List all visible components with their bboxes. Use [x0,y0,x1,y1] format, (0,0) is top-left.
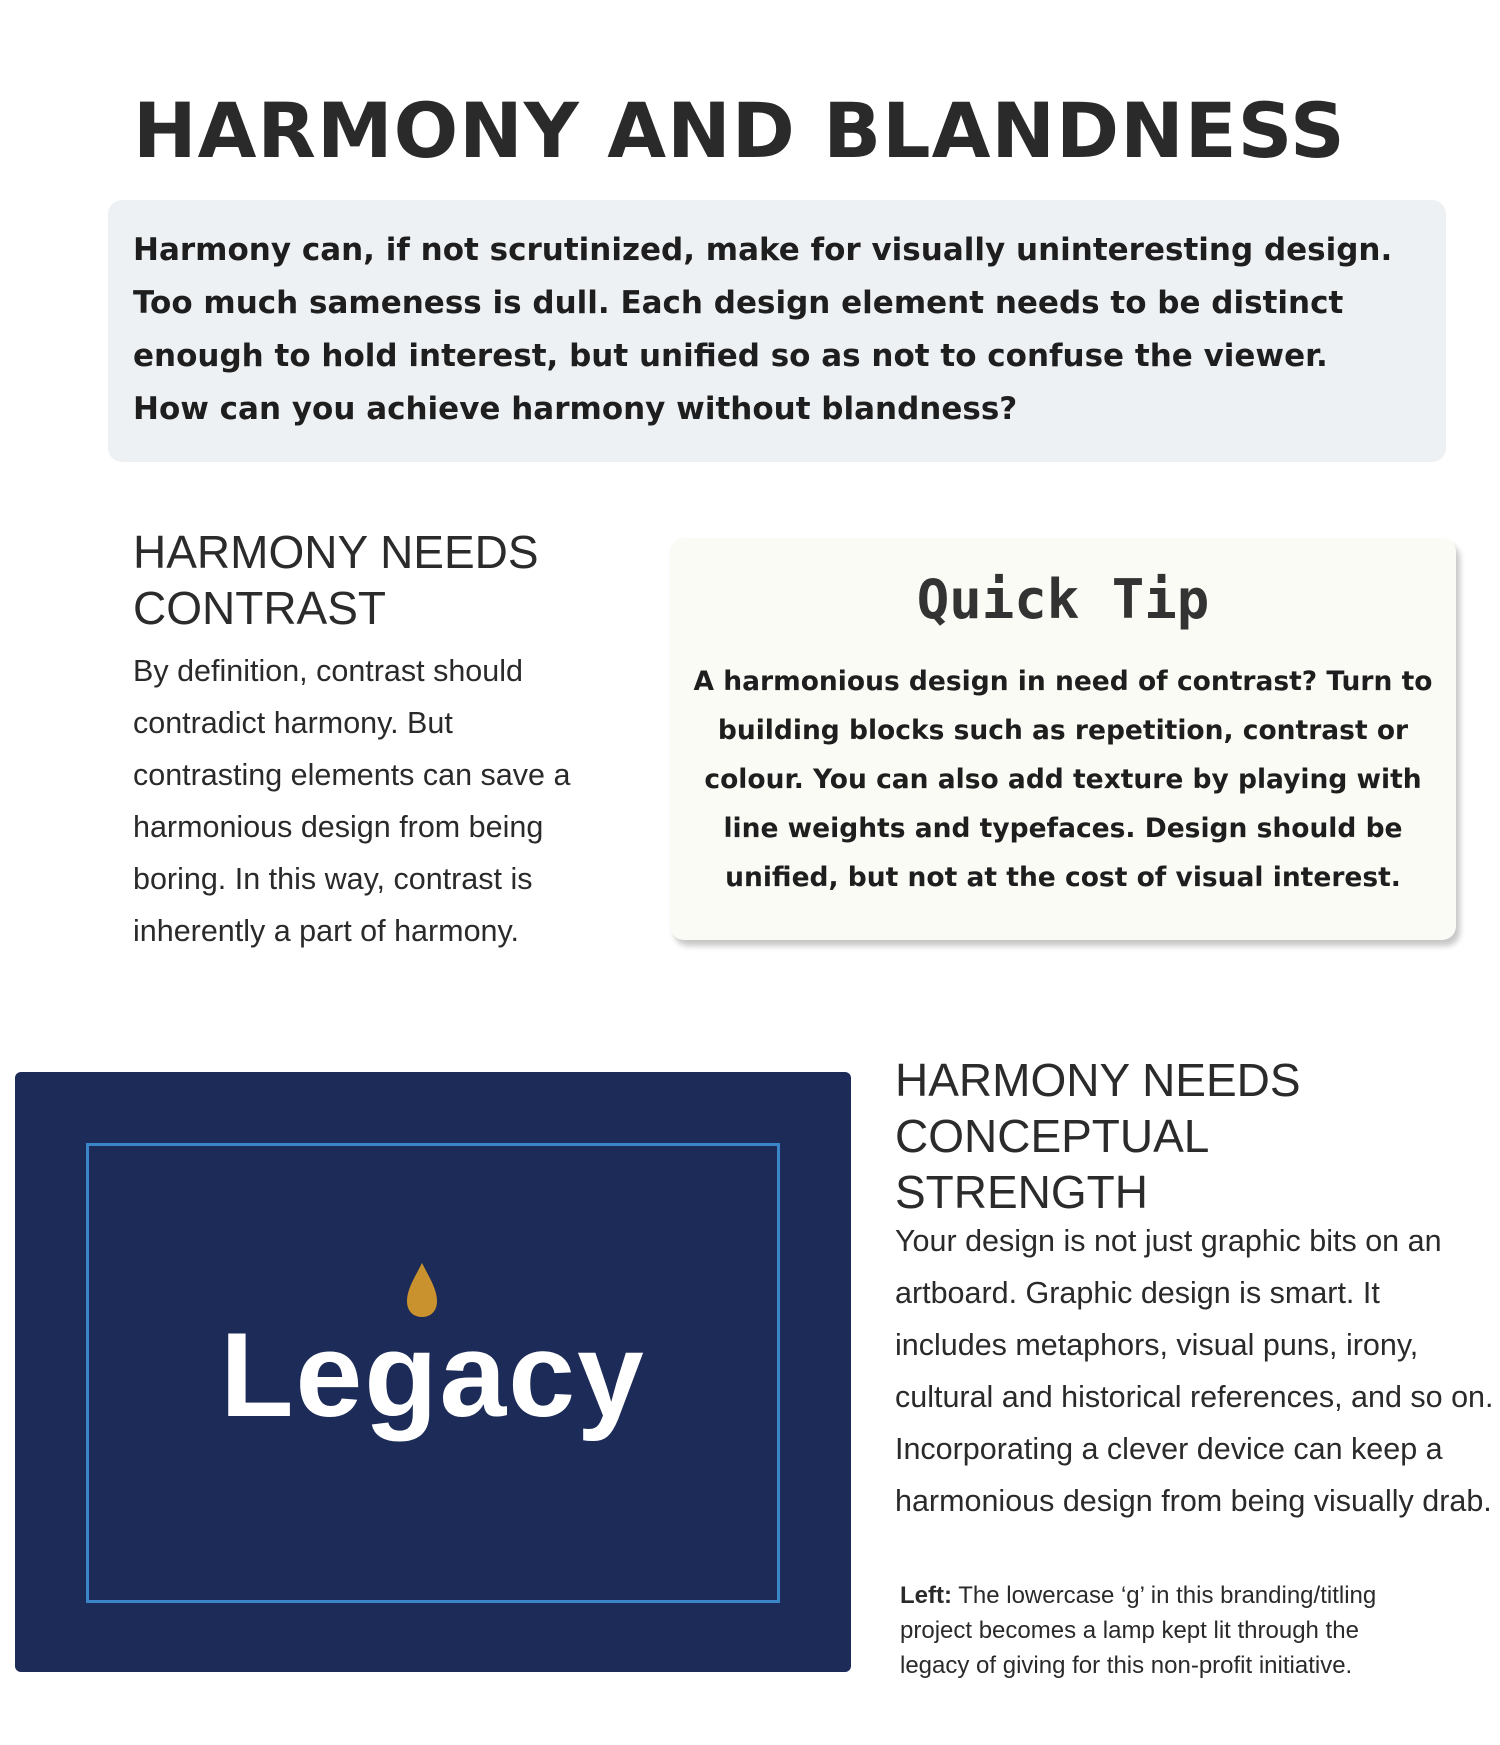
intro-text [133,224,1433,436]
quick-tip-title: Quick Tip [916,568,1210,631]
caption-label: Left: [900,1582,952,1609]
intro-line: How can you achieve harmony without blandness? [133,391,1018,427]
body-line: cultural and historical references, and so on. [895,1380,1494,1414]
intro-line: Harmony can, if not scrutinized, make for visually uninteresting design. [133,232,1393,268]
intro-line: Too much sameness is dull. Each design element needs to be distinct [133,285,1344,321]
body-line: includes metaphors, visual puns, irony, [895,1328,1419,1362]
body-line: harmonious design from being [133,810,544,844]
body-line: Your design is not just graphic bits on an [895,1224,1442,1258]
image-caption [900,1578,1376,1683]
quick-tip-text [690,657,1436,902]
heading-line: CONTRAST [133,582,386,634]
body-line: Incorporating a clever device can keep a [895,1432,1443,1466]
legacy-wordmark: Legacy [220,1308,646,1442]
caption-line: project becomes a lamp kept lit through the [900,1617,1359,1644]
contrast-heading [133,524,539,636]
tip-line: building blocks such as repetition, contrast or [717,715,1409,746]
tip-line: A harmonious design in need of contrast? Turn to [693,666,1433,697]
heading-line: CONCEPTUAL [895,1110,1210,1162]
body-line: inherently a part of harmony. [133,914,519,948]
body-line: By definition, contrast should [133,654,523,688]
contrast-body [133,645,570,957]
tip-line: unified, but not at the cost of visual interest. [725,862,1401,893]
caption-line: legacy of giving for this non-profit initiative. [900,1652,1353,1679]
concept-body [895,1215,1493,1527]
heading-line: HARMONY NEEDS [895,1054,1301,1106]
body-line: boring. In this way, contrast is [133,862,533,896]
tip-line: colour. You can also add texture by playing with [704,764,1422,795]
page-title: HARMONY AND BLANDNESS [133,86,1346,175]
intro-line: enough to hold interest, but unified so as not to confuse the viewer. [133,338,1328,374]
heading-line: STRENGTH [895,1166,1148,1218]
body-line: harmonious design from being visually drab. [895,1484,1492,1518]
heading-line: HARMONY NEEDS [133,526,539,578]
body-line: contradict harmony. But [133,706,453,740]
concept-heading [895,1052,1301,1220]
tip-line: line weights and typefaces. Design should be [723,813,1403,844]
body-line: contrasting elements can save a [133,758,571,792]
body-line: artboard. Graphic design is smart. It [895,1276,1380,1310]
caption-line: The lowercase ‘g’ in this branding/titling [958,1582,1377,1609]
